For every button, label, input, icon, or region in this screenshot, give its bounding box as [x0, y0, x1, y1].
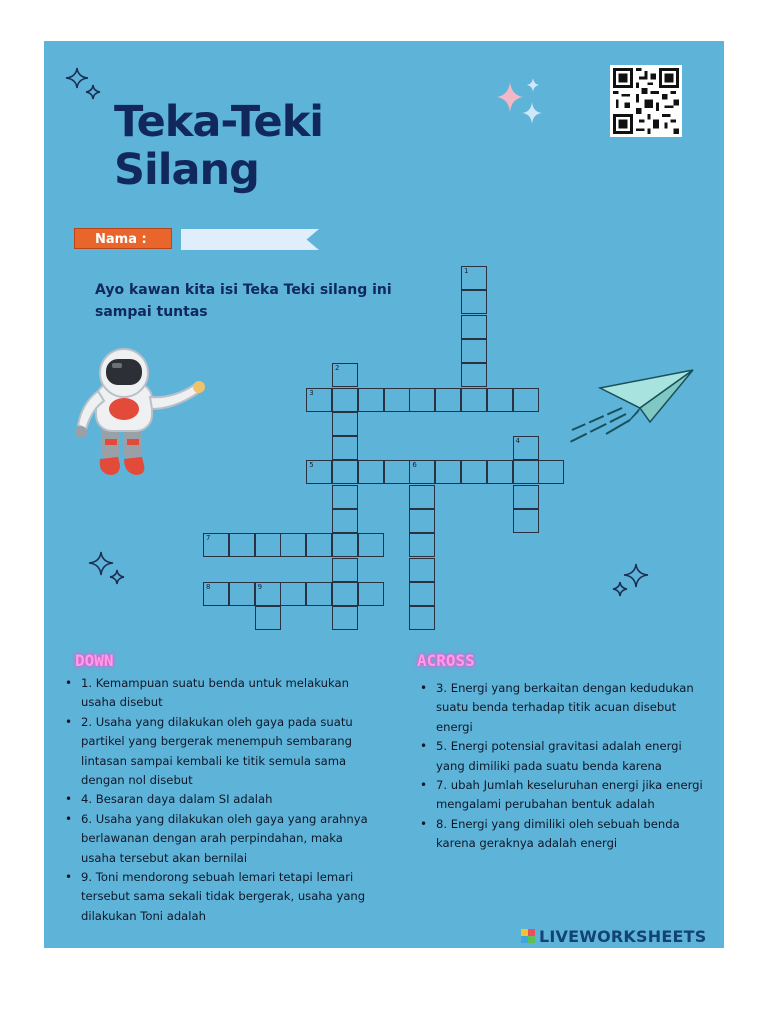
crossword-cell[interactable] [409, 533, 435, 557]
crossword-cell[interactable] [513, 388, 539, 412]
crossword-cell[interactable] [203, 533, 229, 557]
across-clue-3: • 3. Energi yang berkaitan dengan kedudukan suatu benda terhadap titik acuan disebut energi [436, 679, 711, 737]
crossword-cell[interactable] [487, 460, 513, 484]
crossword-cell[interactable] [409, 388, 435, 412]
clue-number: 8 [206, 582, 211, 591]
name-label: Nama : [74, 228, 172, 249]
down-heading: DOWN [75, 651, 114, 670]
intro-line-2: sampai tuntas [95, 304, 208, 320]
down-clue-4: • 4. Besaran daya dalam SI adalah [81, 790, 373, 809]
crossword-cell[interactable] [461, 290, 487, 314]
crossword-cell[interactable] [409, 460, 435, 484]
liveworksheets-logo-icon [521, 929, 535, 943]
crossword-cell[interactable] [306, 388, 332, 412]
crossword-cell[interactable] [409, 485, 435, 509]
crossword-cell[interactable] [229, 582, 255, 606]
crossword-cell[interactable] [461, 388, 487, 412]
crossword-cell[interactable] [461, 266, 487, 290]
crossword-cell[interactable] [229, 533, 255, 557]
crossword-cell[interactable] [306, 582, 332, 606]
crossword-cell[interactable] [332, 460, 358, 484]
crossword-cell[interactable] [332, 363, 358, 387]
clue-number: 4 [515, 437, 521, 446]
crossword-cell[interactable] [409, 606, 435, 630]
clue-number: 9 [257, 582, 263, 591]
liveworksheets-brand [521, 926, 706, 946]
across-clue-5: • 5. Energi potensial gravitasi adalah energi yang dimiliki pada suatu benda karena [436, 737, 711, 776]
crossword-cell[interactable] [358, 533, 384, 557]
crossword-cell[interactable] [332, 558, 358, 582]
crossword-cell[interactable] [461, 315, 487, 339]
crossword-cell[interactable] [538, 460, 564, 484]
crossword-cell[interactable] [461, 339, 487, 363]
crossword-cell[interactable] [409, 509, 435, 533]
crossword-cell[interactable] [409, 582, 435, 606]
crossword-cell[interactable] [203, 582, 229, 606]
crossword-cell[interactable] [332, 436, 358, 460]
across-clue-list [436, 679, 711, 854]
crossword-cell[interactable] [487, 388, 513, 412]
crossword-cell[interactable] [306, 533, 332, 557]
down-clue-1: • 1. Kemampuan suatu benda untuk melakukan usaha disebut [81, 674, 373, 713]
crossword-cell[interactable] [332, 485, 358, 509]
across-heading: ACROSS [417, 651, 475, 670]
intro-line-1: Ayo kawan kita isi Teka Teki silang ini [95, 282, 392, 298]
crossword-cell[interactable] [461, 460, 487, 484]
across-clue-7: • 7. ubah Jumlah keseluruhan energi jika energi mengalami perubahan bentuk adalah [436, 776, 711, 815]
crossword-cell[interactable] [513, 485, 539, 509]
crossword-cell[interactable] [513, 509, 539, 533]
crossword-cell[interactable] [358, 460, 384, 484]
title-line-2: Silang [114, 145, 259, 195]
across-clue-8: • 8. Energi yang dimiliki oleh sebuah benda karena geraknya adalah energi [436, 815, 711, 854]
down-clue-6: • 6. Usaha yang dilakukan oleh gaya yang arahnya berlawanan dengan arah perpindahan, maka usaha tersebut akan bernilai [81, 810, 373, 868]
crossword-cell[interactable] [306, 460, 332, 484]
crossword-cell[interactable] [332, 412, 358, 436]
crossword-cell[interactable] [384, 388, 410, 412]
clue-number: 1 [464, 267, 469, 275]
crossword-cell[interactable] [384, 460, 410, 484]
title-line-1: Teka-Teki [114, 97, 324, 147]
crossword-cell[interactable] [255, 606, 281, 630]
crossword-cell[interactable] [332, 606, 358, 630]
crossword-cell[interactable] [332, 582, 358, 606]
brand-name: LIVEWORKSHEETS [539, 926, 707, 946]
crossword-cell[interactable] [280, 533, 306, 557]
crossword-cell[interactable] [513, 460, 539, 484]
clue-number: 5 [309, 461, 314, 470]
clue-number: 6 [412, 461, 417, 470]
down-clue-2: • 2. Usaha yang dilakukan oleh gaya pada suatu partikel yang bergerak menempuh sembarang lintasan sampai kembali ke titik semula sama dengan nol disebut [81, 713, 373, 791]
crossword-cell[interactable] [358, 388, 384, 412]
crossword-cell[interactable] [358, 582, 384, 606]
crossword-cell[interactable] [332, 388, 358, 412]
crossword-cell[interactable] [332, 509, 358, 533]
crossword-cell[interactable] [280, 582, 306, 606]
crossword-cell[interactable] [461, 363, 487, 387]
crossword-cell[interactable] [255, 582, 281, 606]
clue-number: 2 [335, 364, 340, 373]
crossword-cell[interactable] [435, 460, 461, 484]
down-clue-list [81, 674, 373, 926]
clue-number: 7 [206, 534, 211, 543]
crossword-cell[interactable] [435, 388, 461, 412]
down-clue-9: • 9. Toni mendorong sebuah lemari tetapi lemari tersebut sama sekali tidak bergerak, usaha yang dilakukan Toni adalah [81, 868, 373, 926]
crossword-cell[interactable] [332, 533, 358, 557]
crossword-cell[interactable] [255, 533, 281, 557]
crossword-cell[interactable] [409, 558, 435, 582]
clue-number: 3 [309, 388, 314, 397]
crossword-cell[interactable] [513, 436, 539, 460]
